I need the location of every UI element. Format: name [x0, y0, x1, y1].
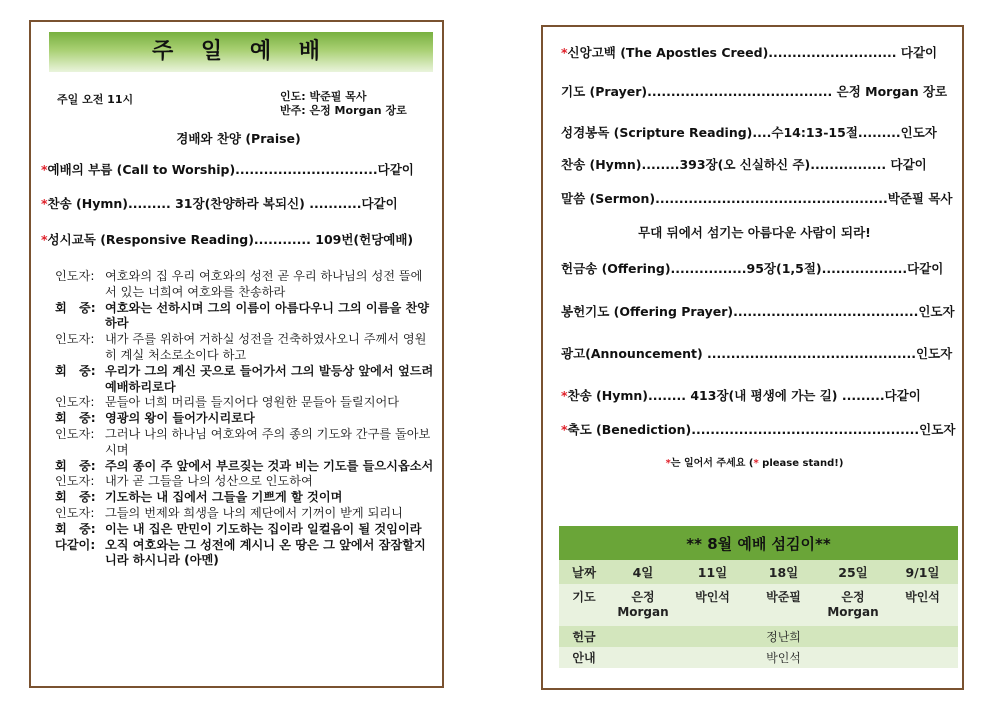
date-cell: 25일 [819, 560, 887, 584]
right-bulletin-page [541, 25, 964, 690]
order-item-text: 광고(Announcement) ............................................인도자 [561, 346, 953, 361]
reading-text: 오직 여호와는 그 성전에 계시니 온 땅은 그 앞에서 잠잠할지니라 하시니라 (아멘) [105, 537, 426, 568]
order-item-text: 축도 (Benediction)................................................인도자 [567, 422, 956, 437]
speaker: 인도자: [55, 426, 95, 441]
date-cell: 11일 [677, 560, 748, 584]
schedule-header [559, 526, 958, 560]
date-cell: 4일 [609, 560, 677, 584]
order-item-text: 성경봉독 (Scripture Reading)....수14:13-15절.........인도자 [561, 125, 937, 140]
order-item-hymn [561, 155, 927, 173]
order-item-offering [561, 259, 943, 277]
left-bulletin-page [29, 20, 444, 688]
speaker: 인도자: [55, 332, 95, 347]
order-item-scripture [561, 123, 937, 141]
order-item-hymn [41, 194, 398, 212]
reading-text: 내가 주를 위하여 거하실 성전을 건축하였사오니 주께서 영원히 계실 처소로소이다 하고 [105, 332, 427, 362]
order-item-text: 찬송 (Hymn)........ 413장(내 평생에 가는 길) .........다같이 [567, 388, 921, 403]
reading-text: 우리가 그의 계신 곳으로 들어가서 그의 발등상 앞에서 엎드려 예배하리로다 [105, 363, 434, 394]
speaker: 다같이: [55, 537, 96, 552]
speaker: 회 중: [55, 458, 96, 473]
reading-text: 영광의 왕이 들어가시리로다 [105, 411, 255, 426]
reading-line [55, 427, 435, 459]
reading-text: 여호와는 선하시며 그의 이름이 아름다우니 그의 이름을 찬양하라 [105, 300, 430, 331]
row-label: 헌금 [559, 626, 609, 647]
stand-marker: * [41, 196, 48, 211]
stand-marker: * [561, 422, 568, 437]
stand-note: *는 일어서 주세요 (* please stand!) [665, 458, 844, 469]
leader-name: 인도: 박준필 목사 [280, 90, 367, 103]
reading-text: 주의 종이 주 앞에서 부르짖는 것과 비는 기도를 들으시옵소서 [105, 458, 434, 473]
row-label: 기도 [559, 584, 609, 626]
date-cell: 18일 [748, 560, 819, 584]
section-title: 경배와 찬양 (Praise) [176, 131, 301, 146]
speaker: 회 중: [55, 411, 96, 426]
page-title: 주 일 예 배 [49, 32, 433, 72]
order-item-sermon [561, 189, 953, 207]
service-schedule-table [559, 526, 958, 668]
order-item-benediction [561, 420, 955, 438]
stand-marker: * [41, 232, 48, 247]
order-item-creed [561, 43, 937, 61]
speaker: 인도자: [55, 505, 95, 520]
speaker: 회 중: [55, 490, 96, 505]
speaker: 인도자: [55, 269, 95, 283]
sermon-title: 무대 뒤에서 섬기는 아름다운 사람이 되라! [638, 225, 871, 240]
prayer-cell: 은정 Morgan [819, 584, 887, 626]
prayer-cell: 박준필 [748, 584, 819, 626]
speaker: 인도자: [55, 395, 95, 410]
offering-cell: 정난희 [609, 626, 958, 647]
prayer-cell: 은정 Morgan [609, 584, 677, 626]
responsive-reading [55, 269, 435, 569]
schedule-row-prayer [559, 584, 958, 626]
order-item-text: 말씀 (Sermon).................................................박준필 목사 [561, 191, 953, 206]
reading-line [55, 459, 435, 475]
speaker: 회 중: [55, 300, 96, 315]
stand-marker: * [41, 162, 48, 177]
prayer-cell: 박인석 [887, 584, 958, 626]
order-item-text: 성시교독 (Responsive Reading)............ 109번(헌당예배) [47, 232, 414, 247]
reading-line [55, 301, 435, 333]
reading-text: 여호와의 집 우리 여호와의 성전 곧 우리 하나님의 성전 뜰에 서 있는 너희여 여호와를 찬송하라 [105, 269, 423, 299]
prayer-cell: 박인석 [677, 584, 748, 626]
order-item-responsive-reading [41, 230, 413, 248]
order-item-text: 기도 (Prayer)....................................... 은정 Morgan 장로 [561, 84, 948, 99]
reading-text: 이는 내 집은 만민이 기도하는 집이라 일컬음이 될 것임이라 [105, 521, 422, 536]
reading-line [55, 269, 435, 301]
reading-line [55, 364, 435, 396]
order-item-text: 봉헌기도 (Offering Prayer).......................................인도자 [561, 304, 955, 319]
schedule-row-usher [559, 647, 958, 668]
order-item-prayer [561, 82, 947, 100]
reading-line [55, 332, 435, 364]
order-item-text: 찬송 (Hymn)........393장(오 신실하신 주)................ 다같이 [561, 157, 927, 172]
order-item-text: 찬송 (Hymn)......... 31장(찬양하라 복되신) ...........다같이 [47, 196, 398, 211]
order-item-announcement [561, 344, 952, 362]
reading-line [55, 411, 435, 427]
stand-marker: * [561, 388, 568, 403]
order-item-text: 예배의 부름 (Call to Worship)..............................다같이 [47, 162, 414, 177]
reading-line [55, 490, 435, 506]
reading-text: 내가 곧 그들을 나의 성산으로 인도하여 [105, 474, 313, 489]
order-item-call-to-worship [41, 160, 414, 178]
order-item-text: 헌금송 (Offering)................95장(1,5절)..................다같이 [561, 261, 944, 276]
reading-line [55, 395, 435, 411]
usher-cell: 박인석 [609, 647, 958, 668]
row-label: 날짜 [559, 560, 609, 584]
order-item-closing-hymn [561, 386, 921, 404]
stand-marker: * [561, 45, 568, 60]
reading-line [55, 538, 435, 570]
speaker: 인도자: [55, 474, 95, 489]
reading-line [55, 474, 435, 490]
order-item-offering-prayer [561, 302, 955, 320]
reading-line [55, 522, 435, 538]
schedule-row-offering [559, 626, 958, 647]
row-label: 안내 [559, 647, 609, 668]
order-item-text: 신앙고백 (The Apostles Creed)........................... 다같이 [567, 45, 938, 60]
speaker: 회 중: [55, 521, 96, 536]
reading-text: 기도하는 내 집에서 그들을 기쁘게 할 것이며 [105, 490, 343, 505]
speaker: 회 중: [55, 363, 96, 378]
reading-text: 그들의 번제와 희생을 나의 제단에서 기꺼이 받게 되리니 [105, 505, 403, 520]
schedule-title: ** 8월 예배 섬김이** [559, 526, 958, 560]
reading-text: 문들아 너희 머리를 들지어다 영원한 문들아 들릴지어다 [105, 395, 400, 410]
reading-text: 그러나 나의 하나님 여호와여 주의 종의 기도와 간구를 돌아보시며 [105, 426, 431, 457]
accompanist-name: 반주: 은정 Morgan 장로 [280, 104, 407, 117]
date-cell: 9/1일 [887, 560, 958, 584]
service-time: 주일 오전 11시 [57, 93, 134, 106]
reading-line [55, 506, 435, 522]
schedule-row-dates [559, 560, 958, 584]
